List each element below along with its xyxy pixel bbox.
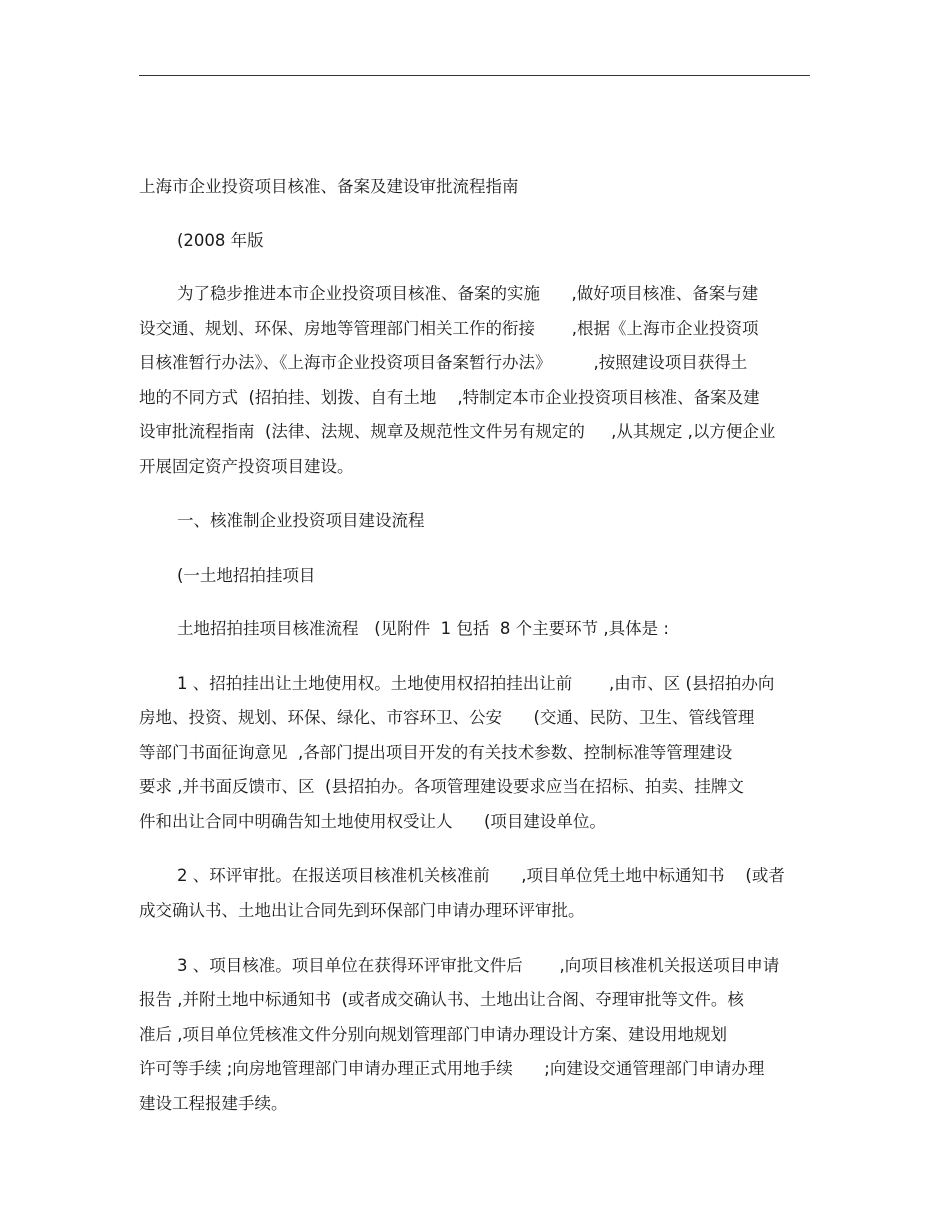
paragraph-line: 成交确认书、土地出让合同先到环保部门申请办理环评审批。 [139, 901, 585, 920]
paragraph-line: 地的不同方式 (招拍挂、划拨、自有土地 ,特制定本市企业投资项目核准、备案及建 [139, 388, 760, 407]
paragraph-line: 报告 ,并附土地中标通知书 (或者成交确认书、土地出让合阁、夺理审批等文件。核 [139, 990, 744, 1009]
paragraph-line: 要求 ,并书面反馈市、区 (县招拍办。各项管理建设要求应当在招标、拍卖、挂牌文 [139, 777, 744, 796]
paragraph-line: 准后 ,项目单位凭核准文件分别向规划管理部门申请办理设计方案、建设用地规划 [139, 1025, 727, 1044]
paragraph-line: 设交通、规划、环保、房地等管理部门相关工作的衔接 ,根据《上海市企业投资项 [139, 319, 759, 338]
edition-note: (2008 年版 [177, 231, 264, 250]
paragraph-line: 房地、投资、规划、环保、绿化、市容环卫、公安 (交通、民防、卫生、管线管理 [139, 708, 755, 727]
header-rule [139, 75, 810, 76]
paragraph-line: 1 、招拍挂出让土地使用权。土地使用权招拍挂出让前 ,由市、区 (县招拍办向 [177, 674, 775, 693]
paragraph-line: 开展固定资产投资项目建设。 [139, 457, 354, 476]
paragraph-line: 2 、环评审批。在报送项目核准机关核准前 ,项目单位凭土地中标通知书 (或者 [177, 866, 785, 885]
document-title: 上海市企业投资项目核准、备案及建设审批流程指南 [139, 177, 519, 196]
paragraph-line: 3 、项目核准。项目单位在获得环评审批文件后 ,向项目核准机关报送项目申请 [177, 956, 780, 975]
paragraph-line: 许可等手续 ;向房地管理部门申请办理正式用地手续 ;向建设交通管理部门申请办理 [139, 1059, 765, 1078]
section-heading: 一、核准制企业投资项目建设流程 [177, 511, 425, 530]
paragraph-line: 件和出让合同中明确告知土地使用权受让人 (项目建设单位。 [139, 812, 606, 831]
paragraph-line: 为了稳步推进本市企业投资项目核准、备案的实施 ,做好项目核准、备案与建 [177, 284, 759, 303]
paragraph-line: 建设工程报建手续。 [139, 1094, 288, 1113]
paragraph-line: 目核准暂行办法》、《上海市企业投资项目备案暂行办法》 ,按照建设项目获得土 [139, 353, 748, 372]
paragraph-line: 设审批流程指南 (法律、法规、规章及规范性文件另有规定的 ,从其规定 ,以方便企业 [139, 422, 776, 441]
paragraph-line: 等部门书面征询意见 ,各部门提出项目开发的有关技术参数、控制标准等管理建设 [139, 743, 733, 762]
subsection-heading: (一土地招拍挂项目 [177, 566, 316, 585]
flow-intro: 土地招拍挂项目核准流程 (见附件 1 包括 8 个主要环节 ,具体是 : [177, 619, 669, 638]
